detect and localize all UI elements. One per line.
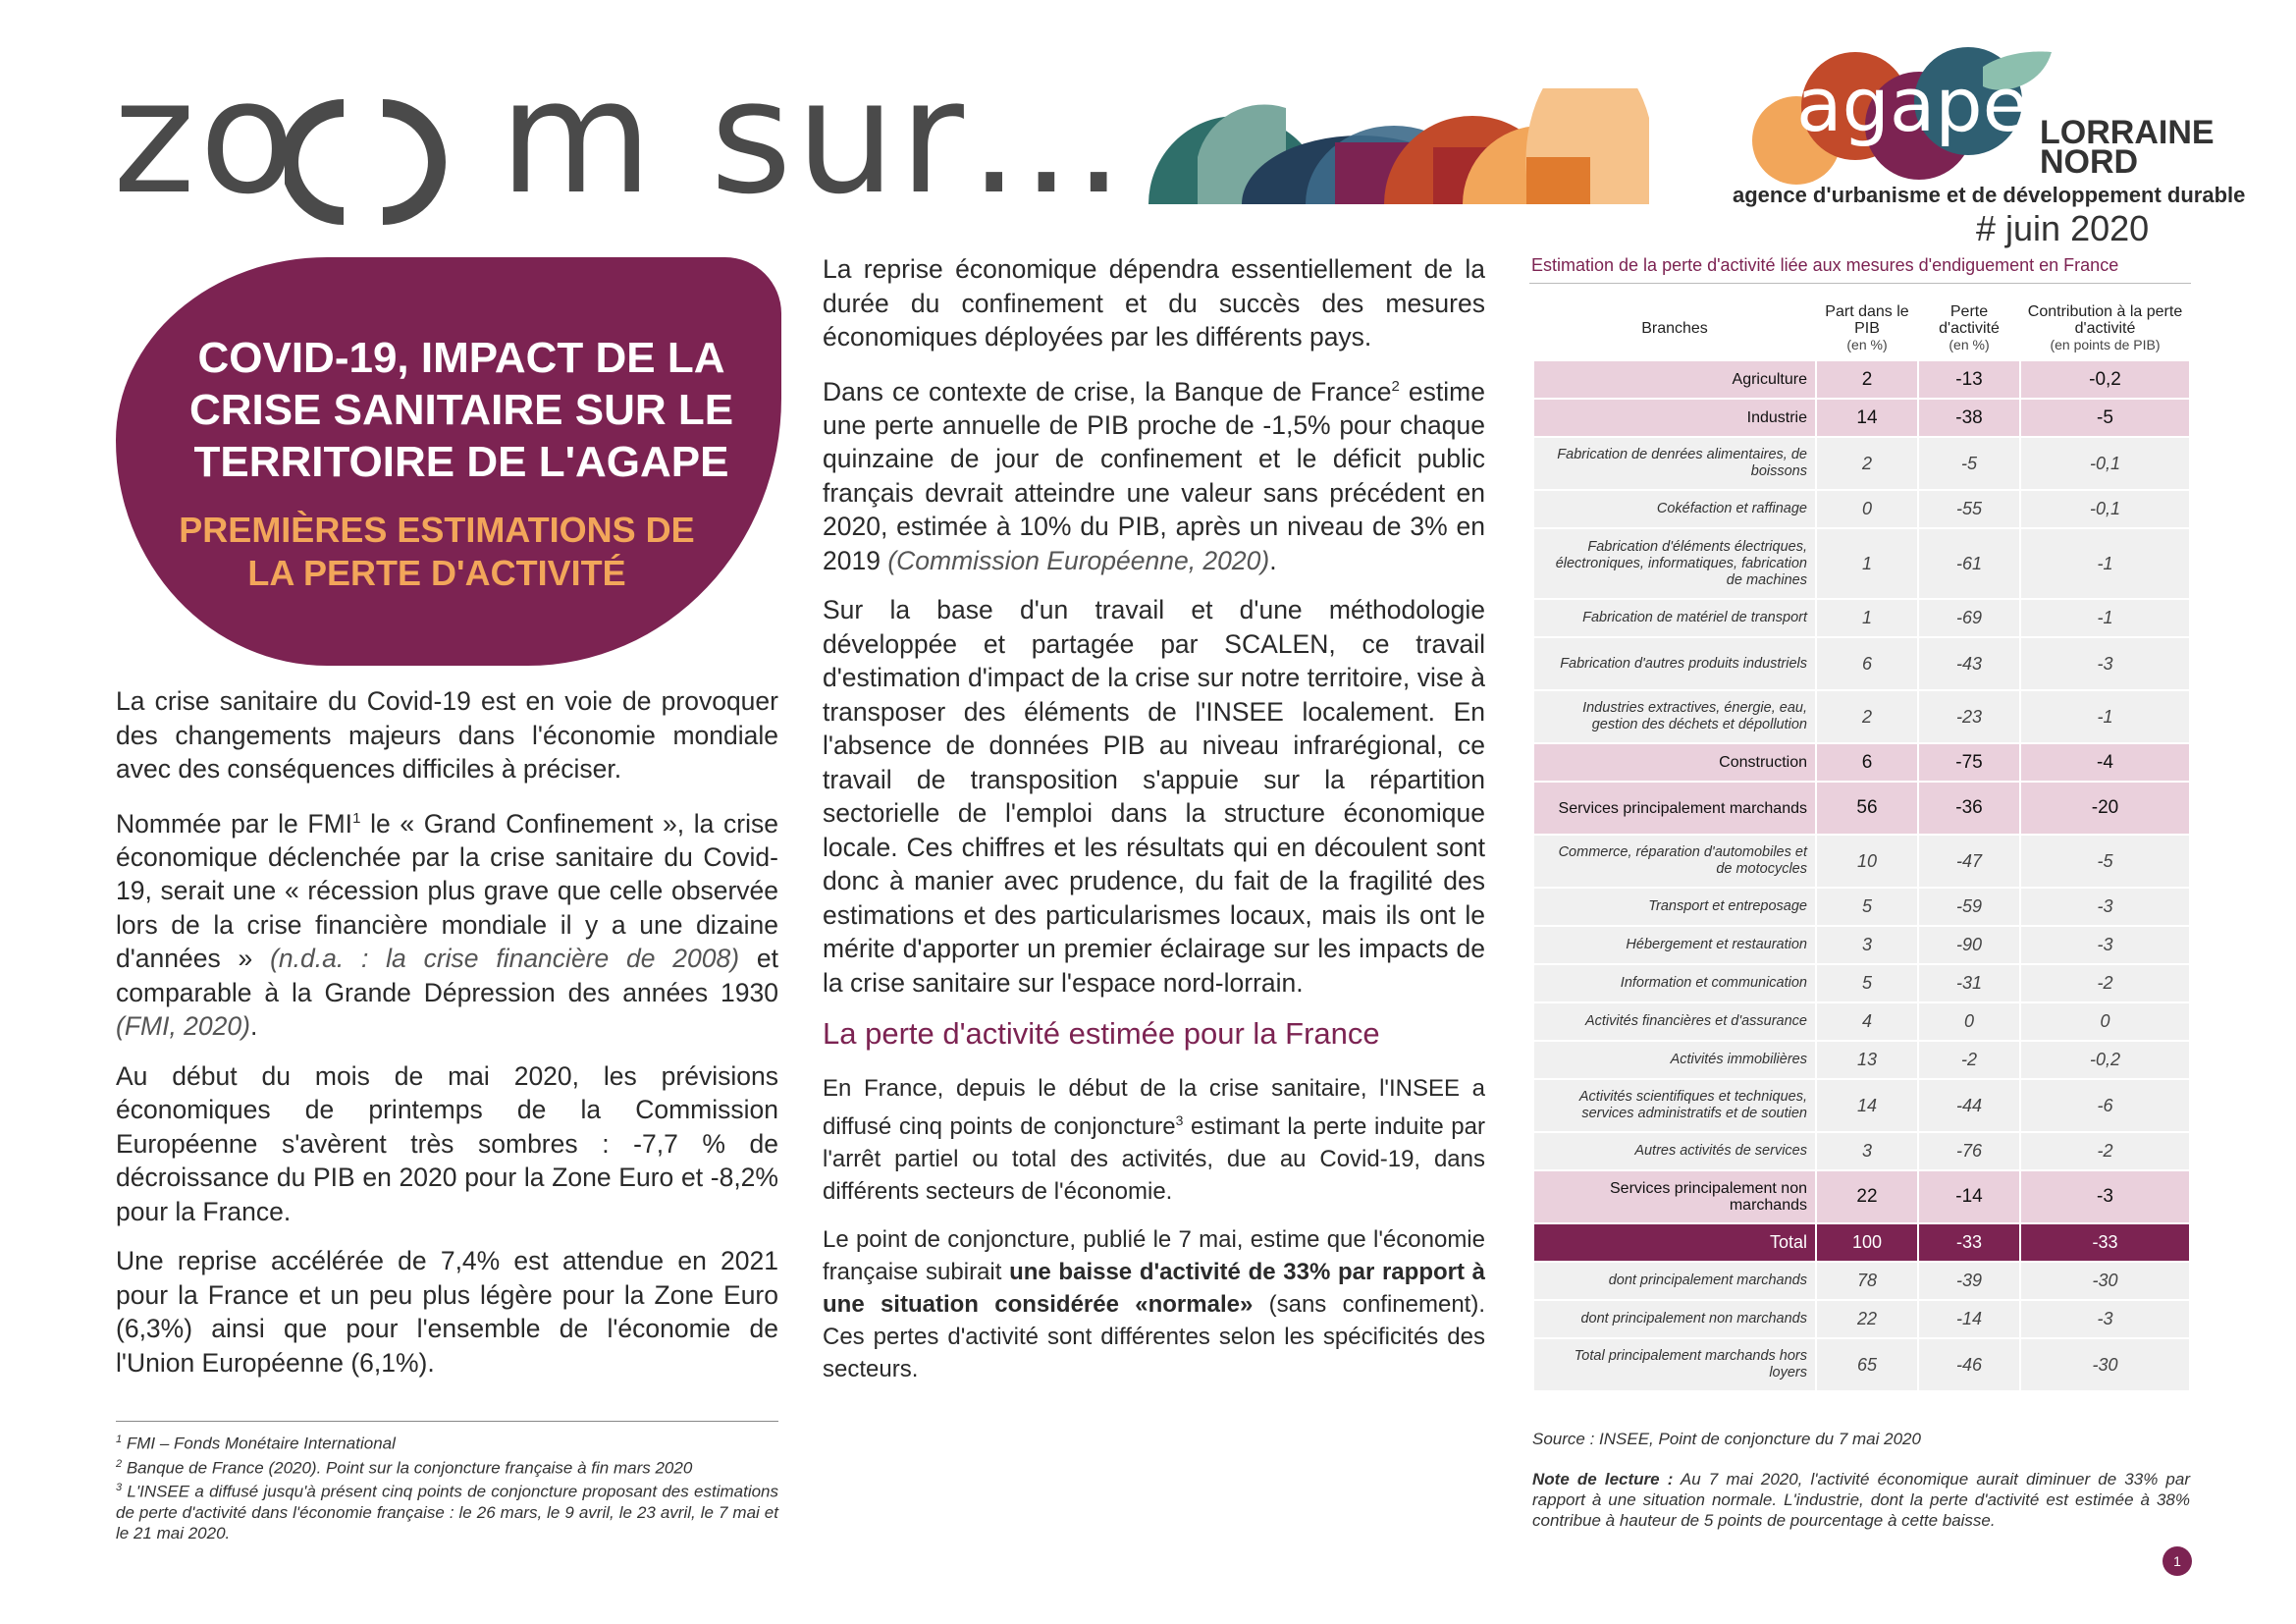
footnote-divider [116,1421,778,1422]
cell-pib: 1 [1816,528,1918,599]
cell-contribution: -1 [2020,690,2190,743]
header-pib [1816,298,1918,360]
cell-pib: 3 [1816,926,1918,964]
cell-pib: 100 [1816,1223,1918,1262]
table-row [1533,399,2190,437]
cell-pib: 13 [1816,1041,1918,1079]
header-unit: (en %) [1949,337,1990,352]
table-row [1533,1300,2190,1338]
zoom-title-part2: m sur… [499,45,1129,229]
issue-date: # juin 2020 [1976,208,2150,248]
cell-pib: 14 [1816,1079,1918,1132]
cell-pib: 56 [1816,782,1918,835]
table-row [1533,690,2190,743]
row-label: Agriculture [1533,360,1816,399]
cell-contribution: -0,1 [2020,437,2190,490]
paragraph: Au début du mois de mai 2020, les prévisions économiques de printemps de la Commission Européenne s'avèrent très sombres : -7,7 % de décroissance du PIB en 2020 pour la Zone Euro et -8,2% pour la France. [116,1060,778,1226]
section-heading: La perte d'activité estimée pour la France [823,1016,1380,1052]
text-italic: (n.d.a. : la crise financière de 2008) [270,944,740,974]
cell-contribution: -3 [2020,1170,2190,1223]
table-row [1533,637,2190,690]
cell-pib: 6 [1816,637,1918,690]
header-perte [1918,298,2020,360]
table-row [1533,1170,2190,1223]
row-label: Information et communication [1533,964,1816,1002]
title-line: COVID-19, IMPACT DE LA [197,334,725,382]
text-run: le « Grand Confinement », la crise économique déclenchée par la crise sanitaire du Covid-19, serait une « récession plus grave que celle observée lors de la crise financière mondiale il y a une dizaine d'années » [116,808,779,974]
cell-contribution: -2 [2020,964,2190,1002]
text-run: En France, depuis le début de la crise sanitaire, l'INSEE a diffusé cinq points de conjoncture [823,1075,1485,1141]
table-header-row [1533,298,2190,360]
table-row [1533,743,2190,782]
row-label: Activités financières et d'assurance [1533,1002,1816,1041]
cell-pib: 5 [1816,964,1918,1002]
table-row-total [1533,1223,2190,1262]
table-row [1533,1079,2190,1132]
cell-perte: -39 [1918,1262,2020,1300]
cell-pib: 4 [1816,1002,1918,1041]
table-row [1533,490,2190,528]
cell-contribution: -3 [2020,926,2190,964]
footnote-text: FMI – Fonds Monétaire International [122,1434,396,1453]
text-run: Le point de conjoncture, publié le 7 mai, estime que l'économie française subirait [823,1226,1485,1286]
cell-perte: -61 [1918,528,2020,599]
header-unit: (en %) [1846,337,1888,352]
cell-contribution: -0,2 [2020,1041,2190,1079]
decorative-arcs [1139,88,1688,206]
zoom-sur-title [113,45,1129,229]
cell-perte: -14 [1918,1300,2020,1338]
row-label: dont principalement non marchands [1533,1300,1816,1338]
row-label: Activités scientifiques et techniques, services administratifs et de soutien [1533,1079,1816,1132]
cell-pib: 2 [1816,437,1918,490]
table-row [1533,528,2190,599]
title-line: TERRITOIRE DE L'AGAPE [193,438,729,486]
cell-contribution: -4 [2020,743,2190,782]
row-label: Cokéfaction et raffinage [1533,490,1816,528]
header-unit: (en points de PIB) [2050,337,2161,352]
text-run: . [1269,545,1277,575]
header-text: Branches [1641,320,1708,337]
text-run: (sans confinement). Ces pertes d'activité sont différentes selon les spécificités des secteurs. [823,1291,1486,1383]
footnote-number: 2 [116,1457,123,1470]
reading-note-text: Au 7 mai 2020, l'activité économique aurait diminuer de 33% par rapport à une situation normale. L'industrie, dont la perte d'activité est estimée à 38% contribue à hauteur de 5 points de pourcentage à cette baisse. [1532,1470,2191,1530]
cell-contribution: -20 [2020,782,2190,835]
text-bold: une baisse d'activité de 33% par rapport à une situation considérée «normale» [823,1259,1485,1319]
subtitle-line: LA PERTE D'ACTIVITÉ [247,553,626,593]
footnote-number: 3 [116,1482,123,1494]
cell-contribution: -0,1 [2020,490,2190,528]
cell-contribution: -1 [2020,599,2190,637]
row-label: Commerce, réparation d'automobiles et de motocycles [1533,835,1816,888]
text-run: estimant la perte induite par l'arrêt partiel ou total des activités, due au Covid-19, dans différents secteurs de l'économie. [823,1113,1485,1206]
cell-contribution: -6 [2020,1079,2190,1132]
paragraph [823,370,1485,578]
row-label: Total principalement marchands hors loyers [1533,1338,1816,1391]
paragraph [823,1223,1485,1385]
row-label: Fabrication d'éléments électriques, électroniques, informatiques, fabrication de machines [1533,528,1816,599]
text-run: et comparable à la Grande Dépression des années 1930 [116,944,778,1007]
header-text: Perte d'activité [1939,303,2000,337]
row-label: Fabrication de denrées alimentaires, de boissons [1533,437,1816,490]
cell-perte: -2 [1918,1041,2020,1079]
cell-perte: -90 [1918,926,2020,964]
table-row [1533,782,2190,835]
cell-contribution: -0,2 [2020,360,2190,399]
row-label: Autres activités de services [1533,1132,1816,1170]
zoom-title-part1: zo [113,45,299,229]
agape-logo-word: agape [1796,61,2029,148]
footnote-ref: 1 [352,809,361,827]
cell-pib: 2 [1816,690,1918,743]
cell-perte: -31 [1918,964,2020,1002]
footnote-text: L'INSEE a diffusé jusqu'à présent cinq points de conjoncture proposant des estimations de perte d'activité dans l'économie française : le 26 mars, le 9 avril, le 23 avril, le 7 mai et le 21 mai 2020. [116,1482,778,1543]
reading-note [1532,1469,2190,1531]
paragraph [116,802,778,1044]
subtitle-line: PREMIÈRES ESTIMATIONS DE [179,510,695,550]
table-row [1533,1002,2190,1041]
table-source: Source : INSEE, Point de conjoncture du 7 mai 2020 [1532,1430,1921,1448]
table-row [1533,437,2190,490]
cell-pib: 65 [1816,1338,1918,1391]
cell-contribution: -3 [2020,888,2190,926]
logo-region-line1: LORRAINE [2040,114,2215,151]
cell-perte: -75 [1918,743,2020,782]
agape-tagline: agence d'urbanisme et de développement durable [1733,183,2246,207]
table-row [1533,964,2190,1002]
footnote-text: Banque de France (2020). Point sur la conjoncture française à fin mars 2020 [122,1458,693,1478]
cell-pib: 22 [1816,1300,1918,1338]
table-row [1533,888,2190,926]
cell-pib: 1 [1816,599,1918,637]
footnote-ref: 2 [1391,377,1400,395]
cell-pib: 3 [1816,1132,1918,1170]
cell-pib: 6 [1816,743,1918,782]
table-row [1533,360,2190,399]
cell-pib: 14 [1816,399,1918,437]
footnote-ref: 3 [1175,1112,1184,1129]
row-label: Fabrication de matériel de transport [1533,599,1816,637]
table-title-divider [1529,283,2191,284]
header-contribution [2020,298,2190,360]
table-row [1533,1262,2190,1300]
cell-perte: -13 [1918,360,2020,399]
row-label: Services principalement marchands [1533,782,1816,835]
agape-logo-region [2040,114,2215,181]
row-label: Services principalement non marchands [1533,1170,1816,1223]
cell-contribution: -2 [2020,1132,2190,1170]
cell-contribution: -1 [2020,528,2190,599]
cell-pib: 10 [1816,835,1918,888]
cell-perte: -23 [1918,690,2020,743]
table-row [1533,1338,2190,1391]
page-number: 1 [2163,1546,2192,1576]
footnote [116,1454,778,1479]
cell-contribution: 0 [2020,1002,2190,1041]
cell-contribution: -30 [2020,1338,2190,1391]
row-label: dont principalement marchands [1533,1262,1816,1300]
zoom-lens-icon [285,98,452,226]
cell-contribution: -3 [2020,1300,2190,1338]
cell-perte: -46 [1918,1338,2020,1391]
cell-pib: 5 [1816,888,1918,926]
cell-perte: -44 [1918,1079,2020,1132]
footnotes [116,1430,778,1543]
cell-contribution: -30 [2020,1262,2190,1300]
row-label: Industries extractives, énergie, eau, gestion des déchets et dépollution [1533,690,1816,743]
paragraph: Sur la base d'un travail et d'une méthodologie développée et partagée par SCALEN, ce travail d'estimation d'impact de la crise sur notre territoire, vise à transposer des éléments de l'INSEE localement. En l'absence de données PIB au niveau infrarégional, ce travail de transposition s'appuie sur la répartition sectorielle de l'emploi dans la structure économique locale. Ces chiffres et les résultats qui en découlent sont donc à manier avec prudence, du fait de la fragilité des estimations et des particularismes locaux, mais ils ont le mérite d'apporter un premier éclairage sur les impacts de la crise sanitaire sur l'espace nord-lorrain. [823,595,1485,998]
cell-perte: -5 [1918,437,2020,490]
footnote [116,1430,778,1454]
paragraph: La reprise économique dépendra essentiellement de la durée du confinement et du succès des mesures économiques déployées par les différents pays. [823,254,1485,352]
column-1 [116,684,778,1395]
table-row [1533,599,2190,637]
table-row [1533,1132,2190,1170]
cell-perte: -55 [1918,490,2020,528]
logo-region-line2: NORD [2040,143,2139,181]
cell-perte: 0 [1918,1002,2020,1041]
header-branches [1533,298,1816,360]
row-label: Fabrication d'autres produits industriels [1533,637,1816,690]
article-title [147,332,775,488]
text-italic: (FMI, 2020) [116,1011,250,1042]
cell-contribution: -33 [2020,1223,2190,1262]
cell-pib: 22 [1816,1170,1918,1223]
table-row [1533,835,2190,888]
footnote-number: 1 [116,1434,123,1445]
cell-perte: -76 [1918,1132,2020,1170]
text-run: estime une perte annuelle de PIB proche de -1,5% pour chaque quinzaine de jour de confinement et le déficit public français devrait atteindre une valeur sans précédent en 2020, estimée à 10% du PIB, après un niveau de 3% en 2019 [823,376,1485,575]
text-run: Nommée par le FMI [116,808,353,839]
row-label: Total [1533,1223,1816,1262]
cell-perte: -33 [1918,1223,2020,1262]
cell-pib: 0 [1816,490,1918,528]
reading-note-label: Note de lecture : [1532,1470,1674,1489]
column-2 [823,252,1485,1401]
cell-perte: -47 [1918,835,2020,888]
cell-pib: 78 [1816,1262,1918,1300]
footnote [116,1478,778,1543]
row-label: Construction [1533,743,1816,782]
row-label: Hébergement et restauration [1533,926,1816,964]
title-line: CRISE SANITAIRE SUR LE [188,386,734,434]
cell-pib: 2 [1816,360,1918,399]
row-label: Transport et entreposage [1533,888,1816,926]
cell-contribution: -5 [2020,399,2190,437]
paragraph [823,1072,1485,1208]
row-label: Industrie [1533,399,1816,437]
table-title: Estimation de la perte d'activité liée aux mesures d'endiguement en France [1531,255,2119,275]
header-text: Contribution à la perte d'activité [2027,303,2183,337]
activity-loss-table [1532,298,2191,1392]
row-label: Activités immobilières [1533,1041,1816,1079]
table-row [1533,926,2190,964]
cell-perte: -36 [1918,782,2020,835]
cell-perte: -14 [1918,1170,2020,1223]
cell-perte: -43 [1918,637,2020,690]
header-text: Part dans le PIB [1825,303,1909,337]
text-run: Dans ce contexte de crise, la Banque de France [823,376,1392,406]
cell-contribution: -5 [2020,835,2190,888]
paragraph: La crise sanitaire du Covid-19 est en voie de provoquer des changements majeurs dans l'économie mondiale avec des conséquences difficiles à préciser. [116,686,778,784]
text-run: . [249,1011,258,1042]
paragraph: Une reprise accélérée de 7,4% est attendue en 2021 pour la France et un peu plus légère pour la Zone Euro (6,3%) ainsi que pour l'ensemble de l'économie de l'Union Européenne (6,1%). [116,1246,778,1378]
cell-perte: -59 [1918,888,2020,926]
cell-perte: -38 [1918,399,2020,437]
article-subtitle [128,509,746,595]
cell-contribution: -3 [2020,637,2190,690]
cell-perte: -69 [1918,599,2020,637]
table-row [1533,1041,2190,1079]
text-italic: (Commission Européenne, 2020) [887,545,1270,575]
